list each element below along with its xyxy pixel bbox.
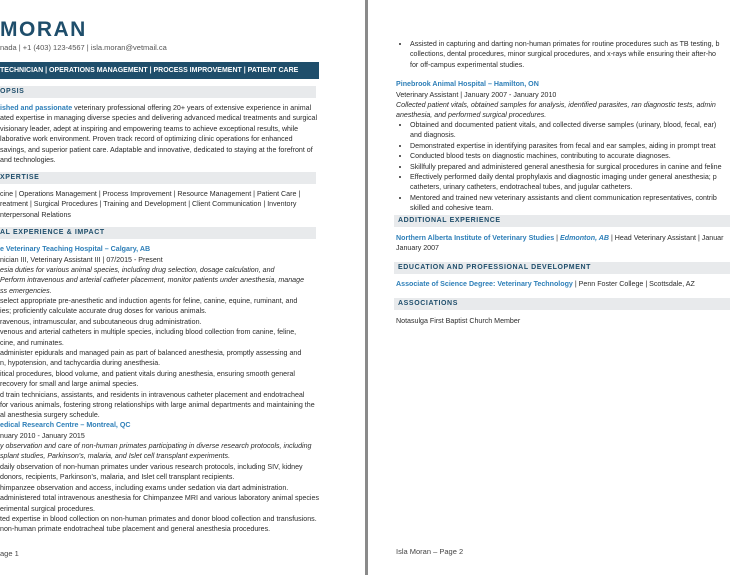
job1-bullet-line: administer epidurals and managed pain as part of balanced anesthesia, promptly assessing and <box>0 349 302 358</box>
list-item <box>410 151 730 161</box>
education-heading: EDUCATION AND PROFESSIONAL DEVELOPMENT <box>394 262 730 274</box>
job3-organization: Pinebrook Animal Hospital – Hamilton, ON <box>396 80 539 88</box>
job2-summary-line: y observation and care of non-human primates participating in diverse research protocols, including <box>0 442 312 450</box>
job1-bullet-line: for various animals, fostering strong relationships with large animal departments and maintaining the <box>0 401 315 410</box>
list-item <box>410 172 730 193</box>
job1-summary <box>0 265 354 296</box>
synopsis-line: and technologies. <box>0 156 56 165</box>
additional-org: Northern Alberta Institute of Veterinary Studies <box>396 234 555 242</box>
list-item <box>410 141 730 151</box>
job2-summary-line: splant studies, Parkinson's, malaria, and Islet cell transplant experiments. <box>0 452 231 461</box>
expertise-text <box>0 189 354 220</box>
bullet-line: • Effectively performed daily dental prophylaxis and diagnostic imaging under general anesthesia; p <box>410 173 717 182</box>
bullet-line: • Assisted in capturing and darting non-human primates for routine procedures such as TB testing, b <box>410 40 720 48</box>
job2-bullet-line: ted expertise in blood collection on non-human primates and donor blood collection and transfusions. <box>0 515 317 524</box>
synopsis-text <box>0 103 354 165</box>
job1-bullet-line: ravenous, intramuscular, and subcutaneous drug administration. <box>0 317 202 326</box>
job1-organization: e Veterinary Teaching Hospital – Calgary, AB <box>0 245 151 253</box>
job1-bullets <box>0 296 354 421</box>
additional-role: | Head Veterinary Assistant | Januar <box>609 234 724 242</box>
expertise-heading: XPERTISE <box>0 172 316 184</box>
job2-title: nuary 2010 - January 2015 <box>0 432 85 440</box>
education-degree: Associate of Science Degree: Veterinary Technology <box>396 280 573 288</box>
job1-bullet-line: venous and arterial catheters in multiple species, including blood collection from canine, feline, <box>0 328 297 337</box>
job1-summary-line: esia duties for various animal species, including drug selection, dosage calculation, and <box>0 266 275 274</box>
job2-bullet-line: non-human primate endotracheal tube placement and general anesthesia procedures. <box>0 525 271 534</box>
job1-bullet-line: al anesthesia surgery schedule. <box>0 411 100 420</box>
job1-bullet-line: cine, and ruminates. <box>0 338 64 347</box>
synopsis-first-line: veterinary professional offering 20+ years of extensive experience in animal <box>72 104 312 112</box>
job1-bullet-line: select appropriate pre-anesthetic and induction agents for feline, canine, equine, ruminant, and <box>0 297 298 305</box>
synopsis-lead: ished and passionate <box>0 104 73 112</box>
expertise-line: cine | Operations Management | Process Improvement | Resource Management | Patient Care | <box>0 190 301 198</box>
bullet-line: • Demonstrated expertise in identifying parasites from fecal and ear samples, aiding in prompt treat <box>410 141 716 150</box>
expertise-line: nterpersonal Relations <box>0 210 71 219</box>
associations-text: Notasulga First Baptist Church Member <box>396 317 521 325</box>
job1-bullet-line: itical procedures, blood volume, and patient vitals during anesthesia, ensuring smooth general <box>0 369 295 378</box>
synopsis-line: ated expertise in managing diverse species and delivering advanced medical treatments and surgical <box>0 114 318 123</box>
job2-bullet-line: himpanzee observation and access, including exams under sedation via dart administration. <box>0 483 289 492</box>
job1-bullet-line: d train technicians, assistants, and residents in intravenous catheter placement and endotracheal <box>0 390 305 399</box>
job3-summary-line: anesthesia, and performed surgical procedures. <box>396 111 547 120</box>
job2-bullet-line: daily observation of non-human primates under various research protocols, including SIV, kidney <box>0 463 303 471</box>
job2-bullet-line: administered total intravenous anesthesia for Chimpanzee MRI and various laboratory animal species <box>0 494 319 503</box>
list-item <box>410 162 730 172</box>
candidate-name: MORAN <box>0 18 87 41</box>
page-1-footer: age 1 <box>0 549 19 558</box>
bullet-line: • Skillfully prepared and administered general anesthesia for surgical procedures in canine and feline <box>410 162 722 171</box>
job2-bullet-line: erimental surgical procedures. <box>0 504 96 513</box>
additional-experience-heading: ADDITIONAL EXPERIENCE <box>394 215 730 227</box>
education-school: | Penn Foster College | Scottsdale, AZ <box>572 280 695 288</box>
synopsis-line: savings, and superior patient care. Adaptable and innovative, dedicated to staying at the forefront of <box>0 145 313 154</box>
bullet-line: for off-campus experimental studies. <box>410 60 525 69</box>
additional-location: Edmonton, AB <box>560 234 609 242</box>
bullet-line: and diagnosis. <box>410 131 456 140</box>
job2-continued-bullets <box>396 39 730 70</box>
job1-bullet-line: recovery for small and large animal species. <box>0 380 139 389</box>
page-2-footer: Isla Moran – Page 2 <box>396 547 464 556</box>
associations-heading: ASSOCIATIONS <box>394 298 730 310</box>
job3-summary-line: Collected patient vitals, obtained samples for analysis, identified parasites, ran diagnostic tests, admin <box>396 101 716 109</box>
bullet-line: • Mentored and trained new veterinary assistants and client communication representatives, contrib <box>410 193 717 202</box>
synopsis-heading: OPSIS <box>0 86 316 98</box>
job2-organization: edical Research Centre – Montreal, QC <box>0 421 131 429</box>
job3-bullets <box>396 120 730 214</box>
list-item <box>410 193 730 214</box>
bullet-line: • Conducted blood tests on diagnostic machines, contributing to accurate diagnoses. <box>410 152 671 161</box>
job1-summary-line: Perform intravenous and arterial catheter placement, monitor patients under anesthesia, manage <box>0 276 305 285</box>
additional-date: January 2007 <box>396 244 439 253</box>
bullet-line: skilled and cohesive team. <box>410 204 494 213</box>
job2-summary <box>0 441 354 462</box>
experience-heading: AL EXPERIENCE & IMPACT <box>0 227 316 239</box>
bullet-line: • Obtained and documented patient vitals, and collected diverse samples (urinary, blood, fecal, ear) <box>410 121 717 129</box>
additional-experience-entry: Northern Alberta Institute of Veterinary Studies | Edmonton, AB | Head Veterinary Assistant | Januar January 2007 <box>396 233 730 254</box>
job3-summary <box>396 100 730 121</box>
list-item <box>410 39 730 70</box>
job1-title: nician III, Veterinary Assistant III | 07/2015 - Present <box>0 256 163 264</box>
job1-summary-line: ss emergencies. <box>0 286 52 295</box>
synopsis-line: laborative work environment. Proven track record of optimizing clinic operations for enhanced <box>0 135 293 144</box>
skills-banner: TECHNICIAN | OPERATIONS MANAGEMENT | PROCESS IMPROVEMENT | PATIENT CARE <box>0 62 319 79</box>
resume-page-2 <box>368 0 730 575</box>
list-item <box>410 120 730 141</box>
job1-bullet-line: ies; proficiently calculate accurate drug doses for various animals. <box>0 307 207 316</box>
bullet-line: collections, dental procedures, minor surgical procedures, and x-rays while ensuring their after-ho <box>410 50 716 59</box>
synopsis-line: visionary leader, adept at inspiring and empowering teams to achieve exceptional results, while <box>0 124 299 133</box>
education-entry <box>396 279 730 289</box>
contact-line: nada | +1 (403) 123-4567 | isla.moran@vetmail.ca <box>0 43 167 52</box>
job2-bullet-line: donors, recipients, Parkinson's, malaria, and Islet cell transplant recipients. <box>0 473 235 482</box>
expertise-line: reatment | Surgical Procedures | Training and Development | Client Communication | Inventory <box>0 200 297 209</box>
job2-bullets <box>0 462 354 535</box>
job3-title: Veterinary Assistant | January 2007 - January 2010 <box>396 91 557 99</box>
bullet-line: catheters, urinary catheters, endotracheal tubes, and jugular catheters. <box>410 183 633 192</box>
job1-bullet-line: n, hypotension, and tachycardia during anesthesia. <box>0 359 161 368</box>
